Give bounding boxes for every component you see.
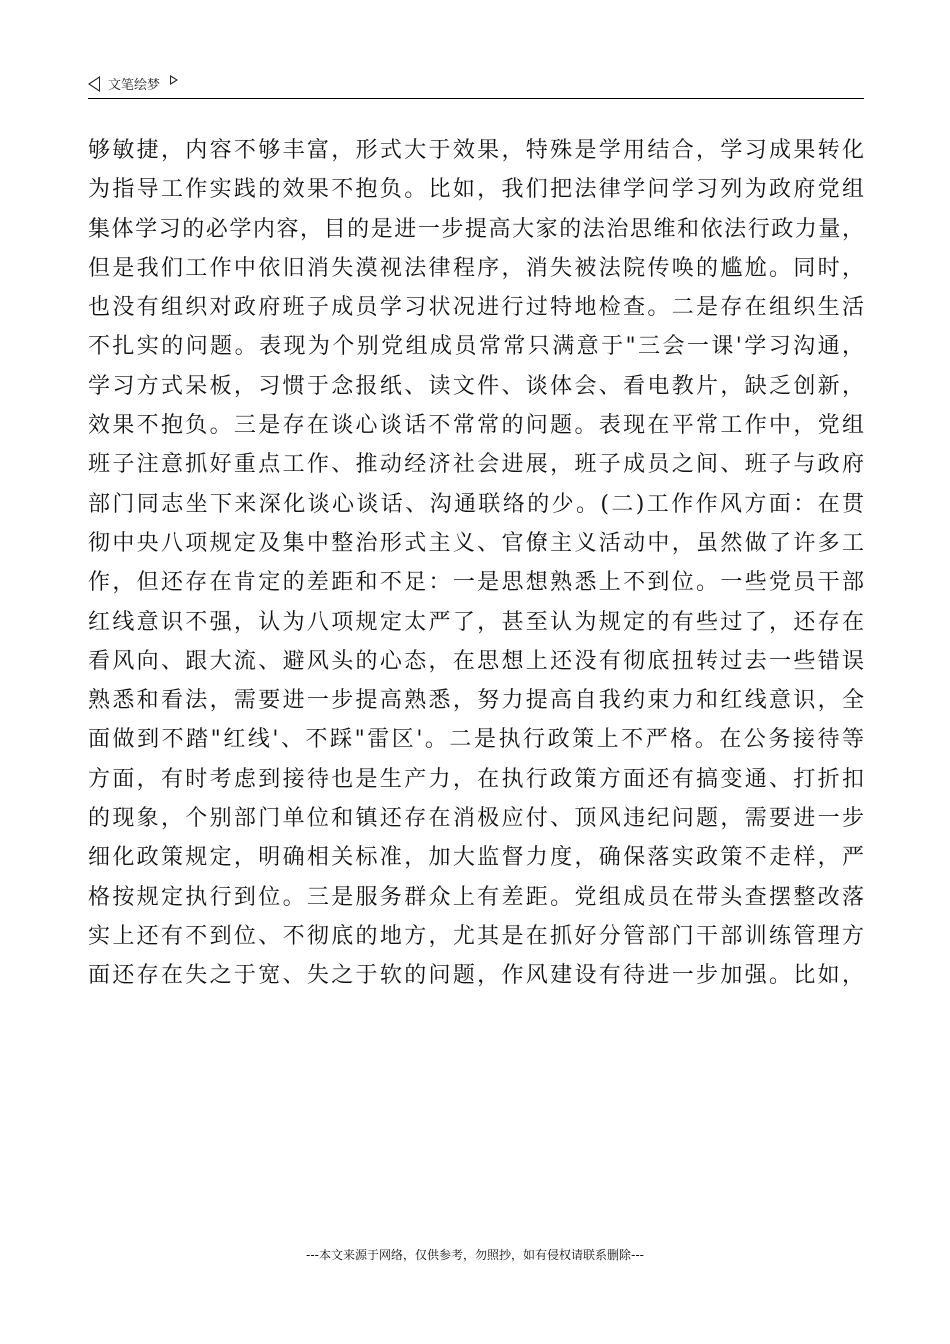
page-header	[88, 72, 864, 99]
body-line: 班子注意抓好重点工作、推动经济社会进展，班子成员之间、班子与政府	[88, 452, 864, 478]
body-line: 但是我们工作中依旧消失漠视法律程序，消失被法院传唤的尴尬。同时，	[88, 255, 864, 281]
left-triangle-icon	[88, 76, 100, 92]
body-line: 作，但还存在肯定的差距和不足：一是思想熟悉上不到位。一些党员干部	[88, 570, 864, 596]
body-line: 效果不抱负。三是存在谈心谈话不常常的问题。表现在平常工作中，党组	[88, 413, 864, 439]
header-title: 文笔绘梦	[108, 78, 161, 93]
body-line: 方面，有时考虑到接待也是生产力，在执行政策方面还有搞变通、打折扣	[88, 766, 864, 792]
document-body	[88, 131, 864, 996]
body-line: 面还存在失之于宽、失之于软的问题，作风建设有待进一步加强。比如，	[88, 963, 864, 989]
body-line: 也没有组织对政府班子成员学习状况进行过特地检查。二是存在组织生活	[88, 295, 864, 321]
body-line: 为指导工作实践的效果不抱负。比如，我们把法律学问学习列为政府党组	[88, 177, 864, 203]
page-footer: ---本文来源于网络，仅供参考，勿照抄，如有侵权请联系删除---	[306, 1248, 644, 1262]
header-brand	[88, 74, 178, 93]
body-line: 红线意识不强，认为八项规定太严了，甚至认为规定的有些过了，还存在	[88, 609, 864, 635]
body-line: 的现象，个别部门单位和镇还存在消极应付、顶风违纪问题，需要进一步	[88, 806, 864, 832]
body-line: 不扎实的问题。表现为个别党组成员常常只满意于"三会一课'学习沟通，	[88, 334, 864, 360]
body-line: 部门同志坐下来深化谈心谈话、沟通联络的少。(二)工作作风方面：在贯	[88, 491, 864, 517]
body-line: 看风向、跟大流、避风头的心态，在思想上还没有彻底扭转过去一些错误	[88, 648, 864, 674]
body-line: 细化政策规定，明确相关标准，加大监督力度，确保落实政策不走样，严	[88, 845, 864, 871]
body-line: 格按规定执行到位。三是服务群众上有差距。党组成员在带头查摆整改落	[88, 884, 864, 910]
body-line: 集体学习的必学内容，目的是进一步提高大家的法治思维和依法行政力量，	[88, 216, 864, 242]
body-line: 学习方式呆板，习惯于念报纸、读文件、谈体会、看电教片，缺乏创新，	[88, 373, 864, 399]
body-line: 够敏捷，内容不够丰富，形式大于效果，特殊是学用结合，学习成果转化	[88, 138, 864, 163]
body-line: 实上还有不到位、不彻底的地方，尤其是在抓好分管部门干部训练管理方	[88, 923, 864, 949]
body-line: 面做到不踏"红线'、不踩"雷区'。二是执行政策上不严格。在公务接待等	[88, 727, 864, 753]
right-triangle-icon	[170, 75, 178, 85]
body-line: 彻中央八项规定及集中整治形式主义、官僚主义活动中，虽然做了许多工	[88, 530, 864, 556]
body-line: 熟悉和看法，需要进一步提高熟悉，努力提高自我约束力和红线意识，全	[88, 688, 864, 714]
